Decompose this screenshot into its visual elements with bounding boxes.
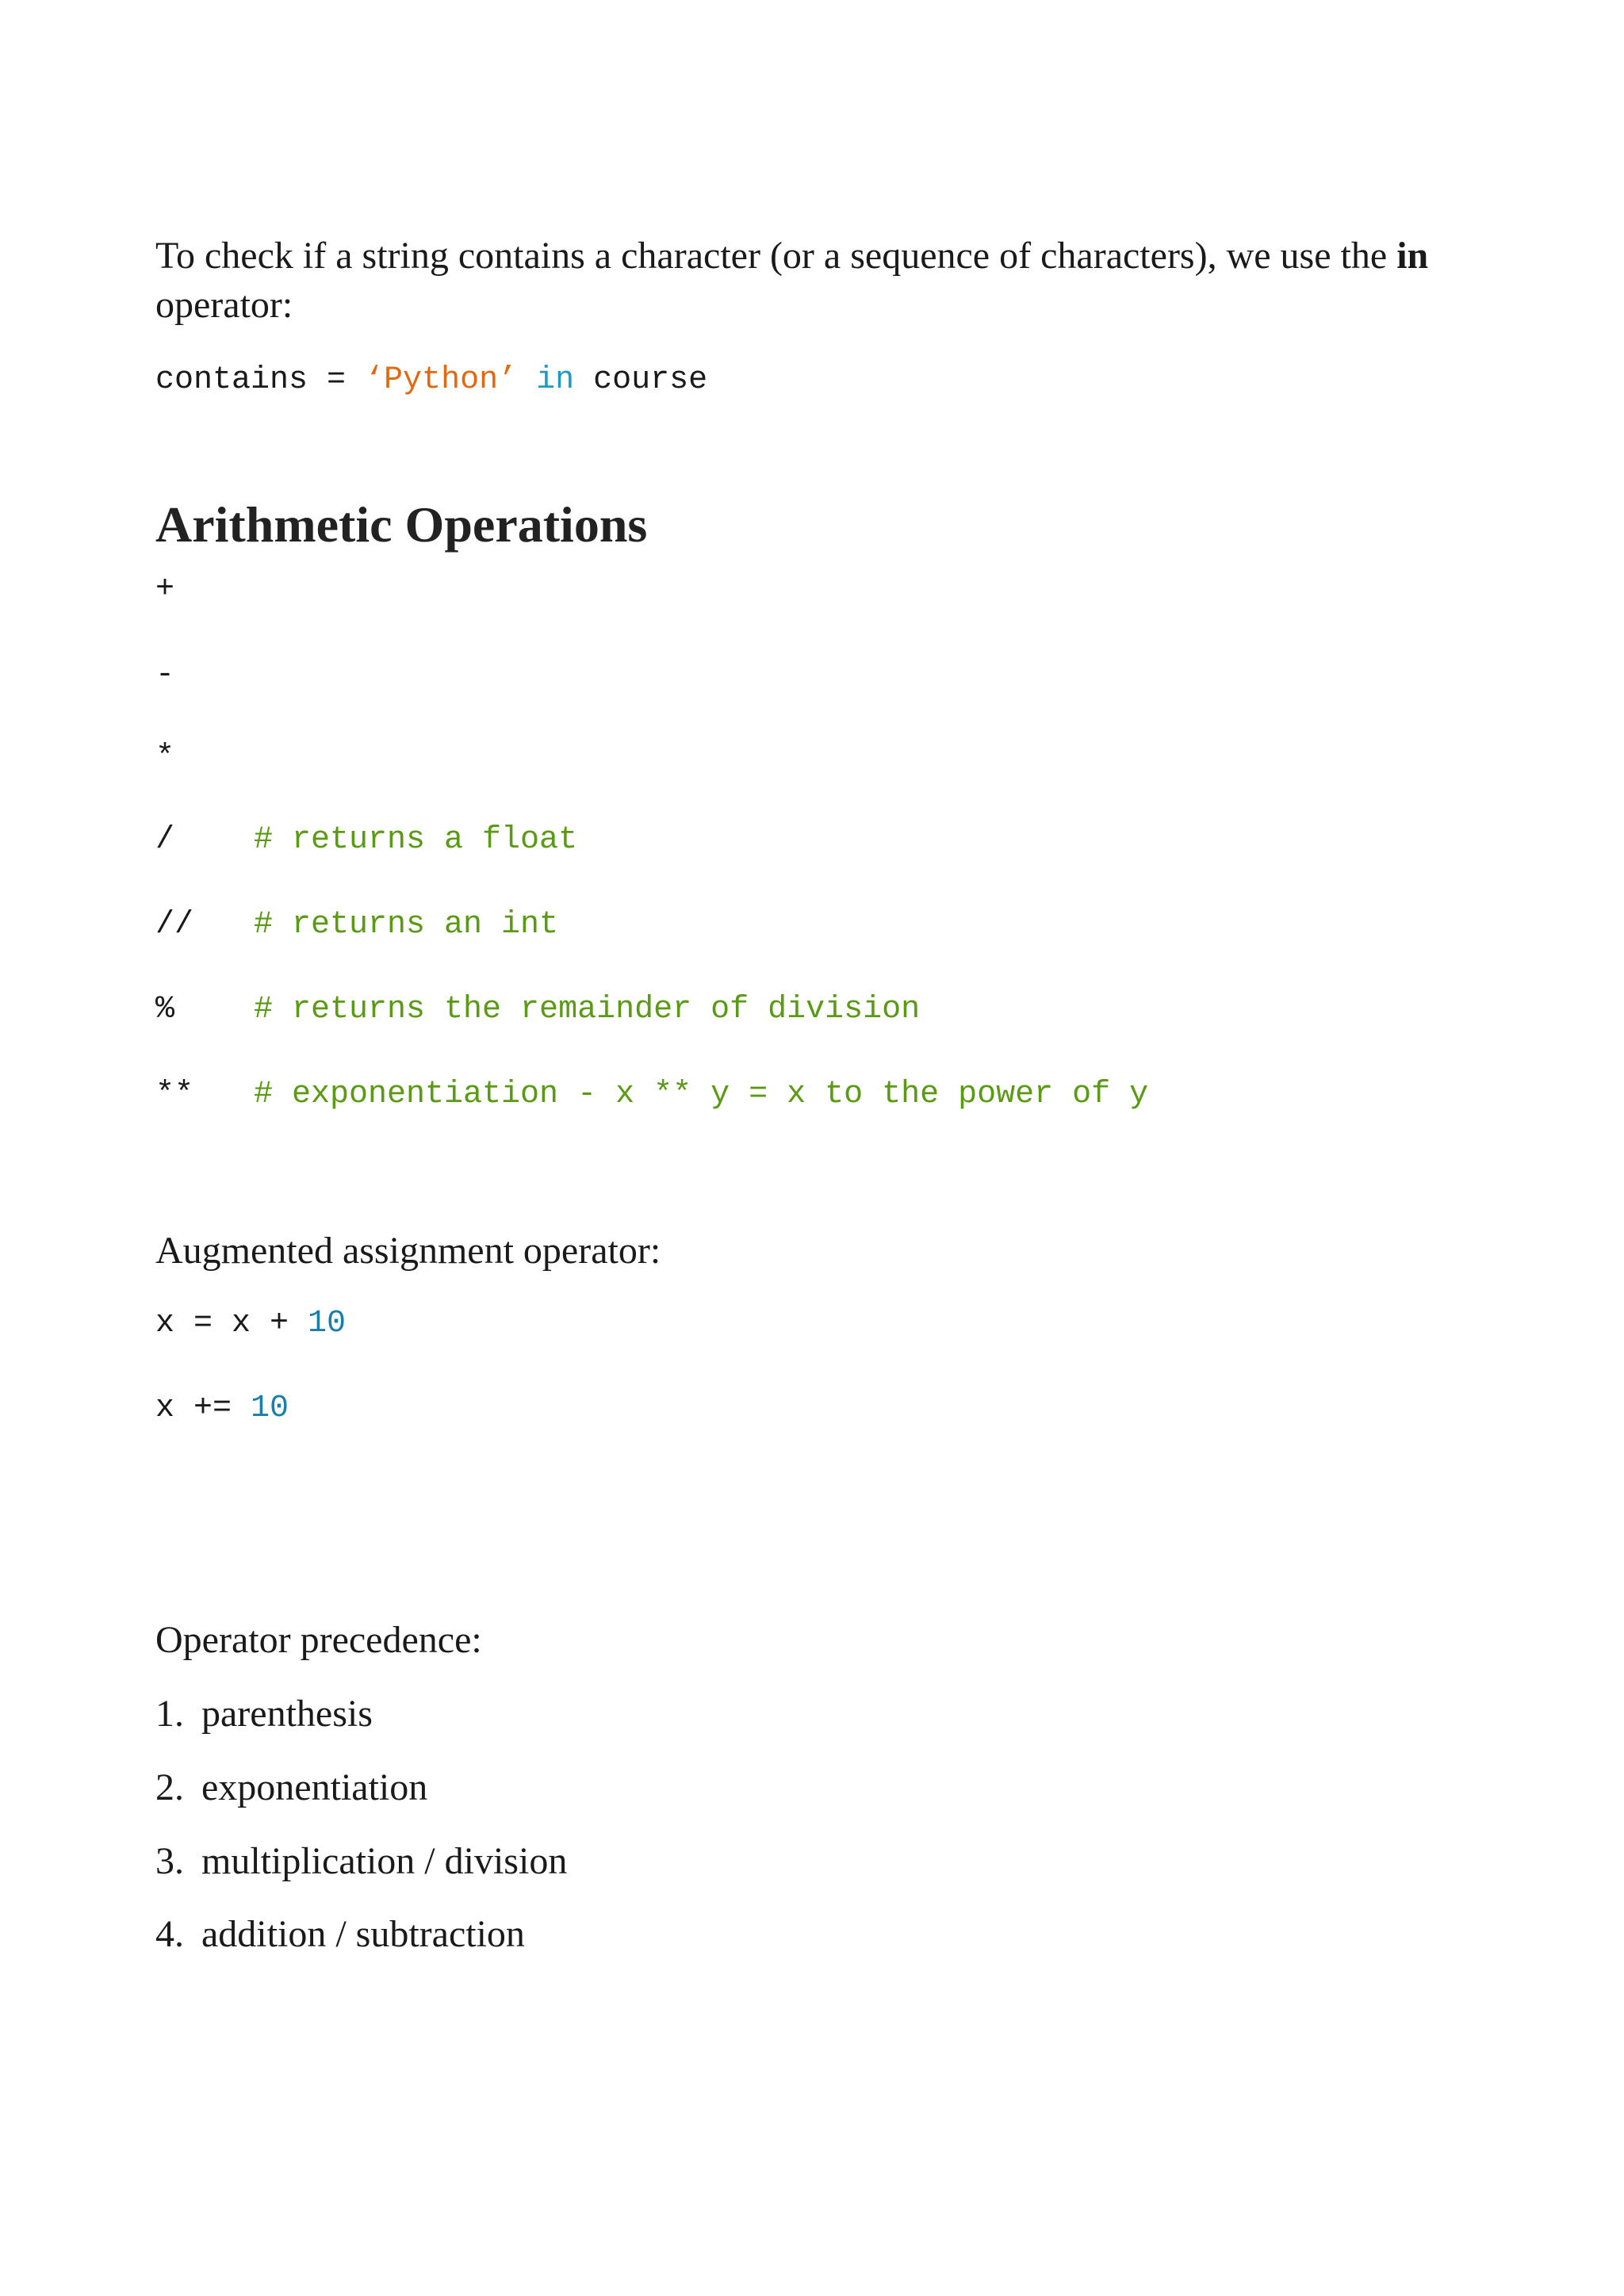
augmented-code-2: x += xyxy=(155,1391,251,1426)
augmented-code-line-2 xyxy=(155,1390,289,1428)
list-text: multiplication / division xyxy=(201,1840,568,1882)
arithmetic-heading: Arithmetic Operations xyxy=(155,496,648,553)
list-item xyxy=(155,1838,567,1885)
operator-symbol: + xyxy=(155,572,175,607)
code-keyword: in xyxy=(536,362,575,398)
operator-symbol: * xyxy=(155,740,175,775)
operator-symbol: / xyxy=(155,822,175,858)
code-rest: course xyxy=(574,362,708,398)
intro-paragraph xyxy=(155,232,1503,330)
augmented-label: Augmented assignment operator: xyxy=(155,1230,661,1272)
list-number: 3. xyxy=(155,1840,184,1882)
list-number: 1. xyxy=(155,1693,184,1735)
list-item xyxy=(155,1764,427,1812)
list-number: 4. xyxy=(155,1913,184,1955)
list-item xyxy=(155,1690,373,1738)
operator-symbol: // xyxy=(155,907,194,943)
list-item xyxy=(155,1911,525,1958)
intro-text: To check if a string contains a character (or a sequence of characters), we use the xyxy=(155,235,1397,277)
contains-code-line xyxy=(155,362,707,400)
code-var: contains = xyxy=(155,362,366,398)
augmented-code-line-1 xyxy=(155,1305,346,1343)
operator-symbol: - xyxy=(155,657,175,693)
augmented-code-1: x = x + xyxy=(155,1306,308,1341)
intro-text-after: operator: xyxy=(155,284,293,326)
augmented-num-1: 10 xyxy=(308,1306,347,1341)
list-text: addition / subtraction xyxy=(201,1913,525,1955)
augmented-num-2: 10 xyxy=(251,1391,289,1426)
precedence-label: Operator precedence: xyxy=(155,1619,482,1661)
list-number: 2. xyxy=(155,1766,184,1808)
operator-comment: # returns the remainder of division xyxy=(254,992,921,1027)
operator-comment: # exponentiation - x ** y = x to the power of y xyxy=(254,1077,1149,1112)
list-text: parenthesis xyxy=(201,1693,373,1735)
code-string: ‘Python’ xyxy=(365,362,518,398)
operator-comment: # returns a float xyxy=(254,822,578,858)
operator-symbol: % xyxy=(155,992,175,1027)
list-text: exponentiation xyxy=(201,1766,428,1808)
intro-keyword: in xyxy=(1396,235,1429,277)
operator-comment: # returns an int xyxy=(254,907,559,943)
operator-symbol: ** xyxy=(155,1077,194,1112)
